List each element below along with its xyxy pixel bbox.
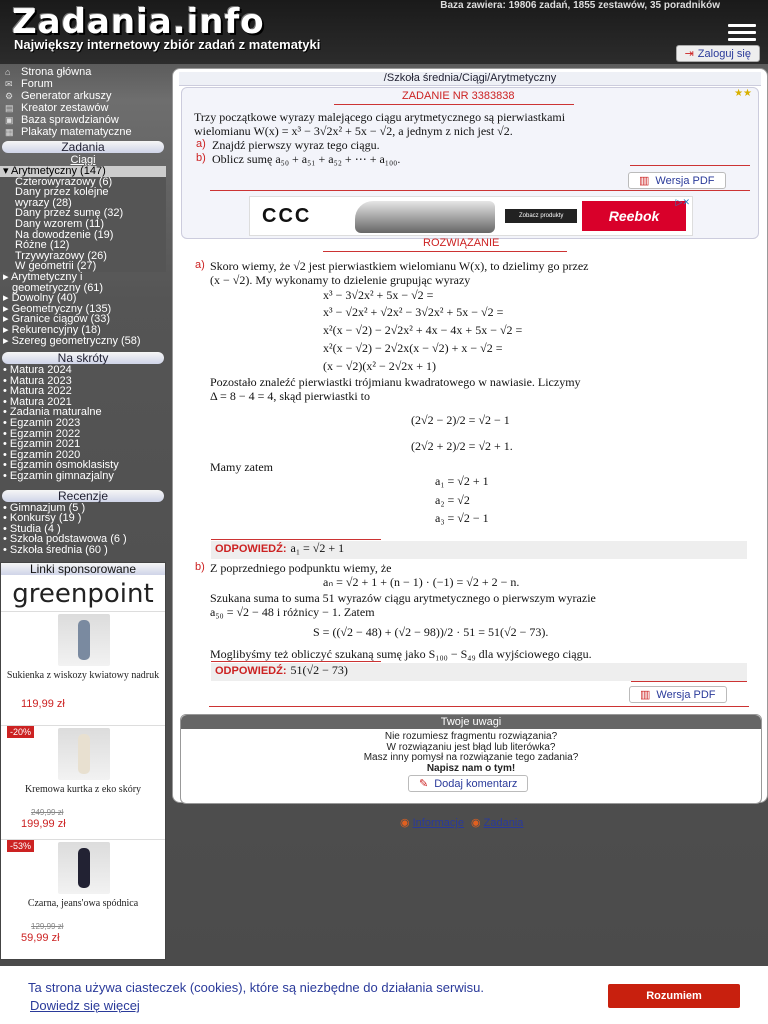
product-name: Sukienka z wiskozy kwiatowy nadruk [6, 670, 160, 681]
topic-item[interactable]: Dany przez kolejne [0, 187, 166, 198]
main-nav [0, 66, 166, 138]
pdf-button[interactable]: ▥ Wersja PDF [628, 172, 726, 189]
nav-forum[interactable]: ✉ Forum [5, 78, 53, 90]
review-item[interactable]: • Konkursy (19 ) [3, 512, 82, 525]
reviews-header: Recenzje [2, 490, 164, 502]
poster-icon: ▦ [5, 126, 14, 137]
ad-banner[interactable] [249, 196, 693, 236]
review-item[interactable]: • Studia (4 ) [3, 522, 61, 535]
shortcut-item[interactable]: • Egzamin ósmoklasisty [3, 459, 119, 472]
shortcut-item[interactable]: • Matura 2024 [3, 364, 72, 377]
task-a-label: a) [196, 138, 206, 150]
generator-icon: ⚙ [5, 90, 14, 101]
math-line: aₙ = √2 + 1 + (n − 1) · (−1) = √2 + 2 − n. [323, 575, 520, 589]
cookie-more-link[interactable]: Dowiedz się więcej [30, 998, 140, 1013]
product-price: 59,99 zł [21, 932, 60, 944]
math-line: x²(x − √2) − 2√2x² + 4x − 4x + 5x − √2 = [323, 323, 523, 337]
sol-b-label: b) [195, 561, 205, 573]
solution-title: ROZWIĄZANIE [423, 237, 500, 249]
shortcut-list [0, 365, 166, 482]
kreator-icon: ▤ [5, 102, 14, 113]
divider [211, 661, 381, 662]
topic-item[interactable]: ▸ Szereg geometryczny (58) [3, 334, 141, 347]
answer-b-box [211, 663, 747, 681]
sponsored-header: Linki sponsorowane [1, 563, 165, 575]
shortcut-item[interactable]: • Zadania maturalne [3, 406, 102, 419]
ad-logo: Reebok [582, 201, 686, 231]
topic-item[interactable]: ▸ Dowolny (40) [3, 292, 77, 305]
comments-box [180, 714, 762, 804]
topic-item[interactable]: ▸ Granice ciągów (33) [3, 313, 111, 326]
site-tagline: Największy internetowy zbiór zadań z matematyki [14, 37, 321, 52]
math-line: S = ((√2 − 48) + (√2 − 98))/2 · 51 = 51(√2 − 73). [313, 625, 549, 639]
nav-kreator[interactable]: ▤ Kreator zestawów [5, 102, 109, 114]
topic-item[interactable]: ▸ Geometryczny (135) [3, 302, 112, 315]
main-content [172, 68, 768, 803]
product-image [58, 614, 110, 666]
shortcut-item[interactable]: • Egzamin 2020 [3, 448, 81, 461]
math-line: x²(x − √2) − 2√2x(x − √2) + x − √2 = [323, 341, 503, 355]
cookie-banner [0, 966, 768, 1024]
shortcuts-header: Na skróty [2, 352, 164, 364]
old-price: 249,99 zł [31, 808, 64, 817]
topic-item[interactable]: Na dowodzenie (19) [0, 230, 166, 241]
database-stats: Baza zawiera: 19806 zadań, 1855 zestawów, 35 poradników [440, 0, 720, 11]
sol-text: a₅₀ = √2 − 48 i różnicy − 1. Zatem [210, 605, 375, 619]
difficulty-stars: ★★ [734, 88, 752, 99]
term-line: a₁ = √2 + 1 [435, 474, 489, 488]
ad-brand[interactable]: greenpoint [12, 579, 154, 609]
discount-badge: -53% [7, 840, 34, 852]
topic-item-cont[interactable]: geometryczny (61) [12, 281, 104, 294]
topic-item[interactable]: Czterowyrazowy (6) [0, 177, 166, 188]
zadania-header: Zadania [2, 141, 164, 153]
cookie-accept-button[interactable]: Rozumiem [608, 984, 740, 1008]
task-id: ZADANIE NR 3383838 [402, 90, 515, 102]
shortcut-item[interactable]: • Egzamin 2023 [3, 417, 81, 430]
root-line: (2√2 + 2)/2 = √2 + 1. [411, 439, 513, 453]
sol-text: Skoro wiemy, że √2 jest pierwiastkiem wielomianu W(x), to dzielimy go przez [210, 259, 589, 273]
math-line: x³ − 3√2x² + 5x − √2 = [323, 288, 434, 302]
topic-item[interactable]: ▸ Arytmetyczny i [3, 270, 83, 283]
shortcut-item[interactable]: • Matura 2021 [3, 395, 72, 408]
rss-icon: ◉ [471, 817, 481, 829]
task-text: wielomianu W(x) = x³ − 3√2x² + 5x − √2, a jednym z nich jest √2. [194, 124, 513, 138]
database-icon: ▣ [5, 114, 14, 125]
answer-a-box [211, 541, 747, 559]
topic-item[interactable]: wyrazy (28) [0, 198, 166, 209]
topic-item[interactable]: Dany wzorem (11) [0, 219, 166, 230]
comments-prompt: W rozwiązaniu jest błąd lub literówka? [386, 741, 556, 753]
sol-text: Mamy zatem [210, 460, 273, 474]
login-button[interactable]: ⇥ Zaloguj się [676, 45, 760, 62]
topic-item[interactable]: Różne (12) [0, 240, 166, 251]
breadcrumb[interactable]: /Szkoła średnia/Ciągi/Arytmetyczny [179, 72, 761, 86]
comments-prompt: Masz inny pomysł na rozwiązanie tego zadania? [363, 752, 579, 763]
divider [631, 681, 747, 682]
comments-header: Twoje uwagi [181, 715, 761, 729]
zadania-category-link[interactable]: Ciągi [70, 154, 96, 166]
product-price: 119,99 zł [21, 698, 65, 710]
ad-image [355, 201, 495, 233]
ad-cta-button[interactable]: Zobacz produkty [505, 209, 577, 223]
nav-plakaty[interactable]: ▦ Plakaty matematyczne [5, 126, 132, 138]
topic-item[interactable]: Dany przez sumę (32) [0, 208, 166, 219]
site-logo[interactable]: Zadania.info [12, 2, 265, 42]
footer-info-link[interactable]: Informacje [412, 817, 464, 829]
product-price: 199,99 zł [21, 818, 66, 830]
divider [209, 706, 749, 707]
nav-home[interactable]: ⌂ Strona główna [5, 66, 92, 78]
forum-icon: ✉ [5, 78, 13, 89]
sol-a-label: a) [195, 259, 205, 271]
product-card[interactable] [1, 839, 165, 951]
divider [323, 251, 567, 252]
root-line: (2√2 − 2)/2 = √2 − 1 [411, 413, 510, 427]
cookie-text: Ta strona używa ciasteczek (cookies), które są niezbędne do działania serwisu. [28, 980, 484, 995]
product-image [58, 842, 110, 894]
pdf-icon: ▥ [640, 689, 651, 701]
discount-badge: -20% [7, 726, 34, 738]
topic-item[interactable]: Trzywyrazowy (26) [0, 251, 166, 262]
footer-links [400, 816, 523, 829]
answer-a-value: a₁ = √2 + 1 [290, 541, 345, 555]
review-item[interactable]: • Szkoła podstawowa (6 ) [3, 533, 127, 546]
product-card[interactable] [1, 725, 165, 837]
sol-text: Moglibyśmy też obliczyć szukaną sumę jako S₁₀₀ − S₄₉ dla wyjściowego ciągu. [210, 647, 592, 661]
nav-generator[interactable]: ⚙ Generator arkuszy [5, 90, 112, 102]
rss-icon: ◉ [400, 817, 410, 829]
answer-label: ODPOWIEDŹ: [215, 543, 287, 555]
product-image [58, 728, 110, 780]
pdf-icon: ▥ [639, 175, 650, 187]
old-price: 129,99 zł [31, 922, 64, 931]
shortcut-item[interactable]: • Matura 2022 [3, 385, 72, 398]
topic-item[interactable]: W geometrii (27) [0, 261, 166, 272]
topic-item[interactable]: ▾ Arytmetyczny (147) [0, 166, 166, 177]
divider [630, 165, 750, 166]
home-icon: ⌂ [5, 67, 11, 77]
product-card[interactable] [1, 611, 165, 723]
divider [211, 539, 381, 540]
shortcut-item[interactable]: • Egzamin 2022 [3, 427, 81, 440]
shortcut-item[interactable]: • Matura 2023 [3, 374, 72, 387]
comments-cta-text: Napisz nam o tym! [426, 762, 516, 774]
task-b-label: b) [196, 152, 206, 164]
math-line: x³ − √2x² + √2x² − 3√2x² + 5x − √2 = [323, 305, 504, 319]
review-item[interactable]: • Szkoła średnia (60 ) [3, 544, 108, 556]
topic-list [0, 166, 166, 346]
comments-prompt: Nie rozumiesz fragmentu rozwiązania? [384, 731, 558, 742]
task-b-text: Oblicz sumę a₅₀ + a₅₁ + a₅₂ + ⋯ + a₁₀₀. [212, 152, 401, 166]
shortcut-item[interactable]: • Egzamin gimnazjalny [3, 470, 114, 483]
ad-brand-text: CCC [262, 205, 312, 227]
term-line: a₃ = √2 − 1 [435, 511, 489, 525]
sponsored-links [0, 562, 166, 960]
sol-text: Δ = 8 − 4 = 4, skąd pierwiastki to [210, 389, 371, 403]
divider [334, 104, 574, 105]
pdf-button[interactable]: ▥ Wersja PDF [629, 686, 727, 703]
product-name: Kremowa kurtka z eko skóry [24, 784, 142, 795]
answer-label: ODPOWIEDŹ: [215, 665, 287, 677]
term-line: a₂ = √2 [435, 493, 470, 507]
sol-text: Pozostało znaleźć pierwiastki trójmianu kwadratowego w nawiasie. Liczymy [210, 375, 581, 389]
shortcut-item[interactable]: • Egzamin 2021 [3, 438, 81, 451]
login-icon: ⇥ [684, 48, 694, 60]
comment-icon: ✎ [419, 778, 429, 790]
task-a-text: Znajdź pierwszy wyraz tego ciągu. [212, 138, 380, 152]
review-item[interactable]: • Gimnazjum (5 ) [3, 501, 86, 514]
footer-zadania-link[interactable]: Zadania [483, 817, 524, 829]
product-name: Czarna, jeans'owa spódnica [27, 898, 139, 909]
task-text: Trzy początkowe wyrazy malejącego ciągu arytmetycznego są pierwiastkami [194, 110, 566, 124]
hamburger-menu-icon[interactable] [728, 24, 756, 42]
sol-text: (x − √2). My wykonamy to dzielenie grupując wyrazy [210, 273, 471, 287]
ad-close-icon[interactable]: ▷✕ [675, 197, 690, 207]
topic-item[interactable]: ▸ Rekurencyjny (18) [3, 323, 101, 336]
site-header [0, 0, 768, 64]
review-list [0, 503, 166, 556]
nav-sprawdziany[interactable]: ▣ Baza sprawdzianów [5, 114, 119, 126]
math-line: (x − √2)(x² − 2√2x + 1) [323, 359, 437, 373]
sol-text: Szukana suma to suma 51 wyrazów ciągu arytmetycznego o pierwszym wyrazie [210, 591, 596, 605]
answer-b-value: 51(√2 − 73) [290, 663, 348, 677]
divider [210, 190, 750, 191]
sol-text: Z poprzedniego podpunktu wiemy, że [210, 561, 392, 575]
add-comment-button[interactable]: ✎ Dodaj komentarz [408, 775, 528, 792]
